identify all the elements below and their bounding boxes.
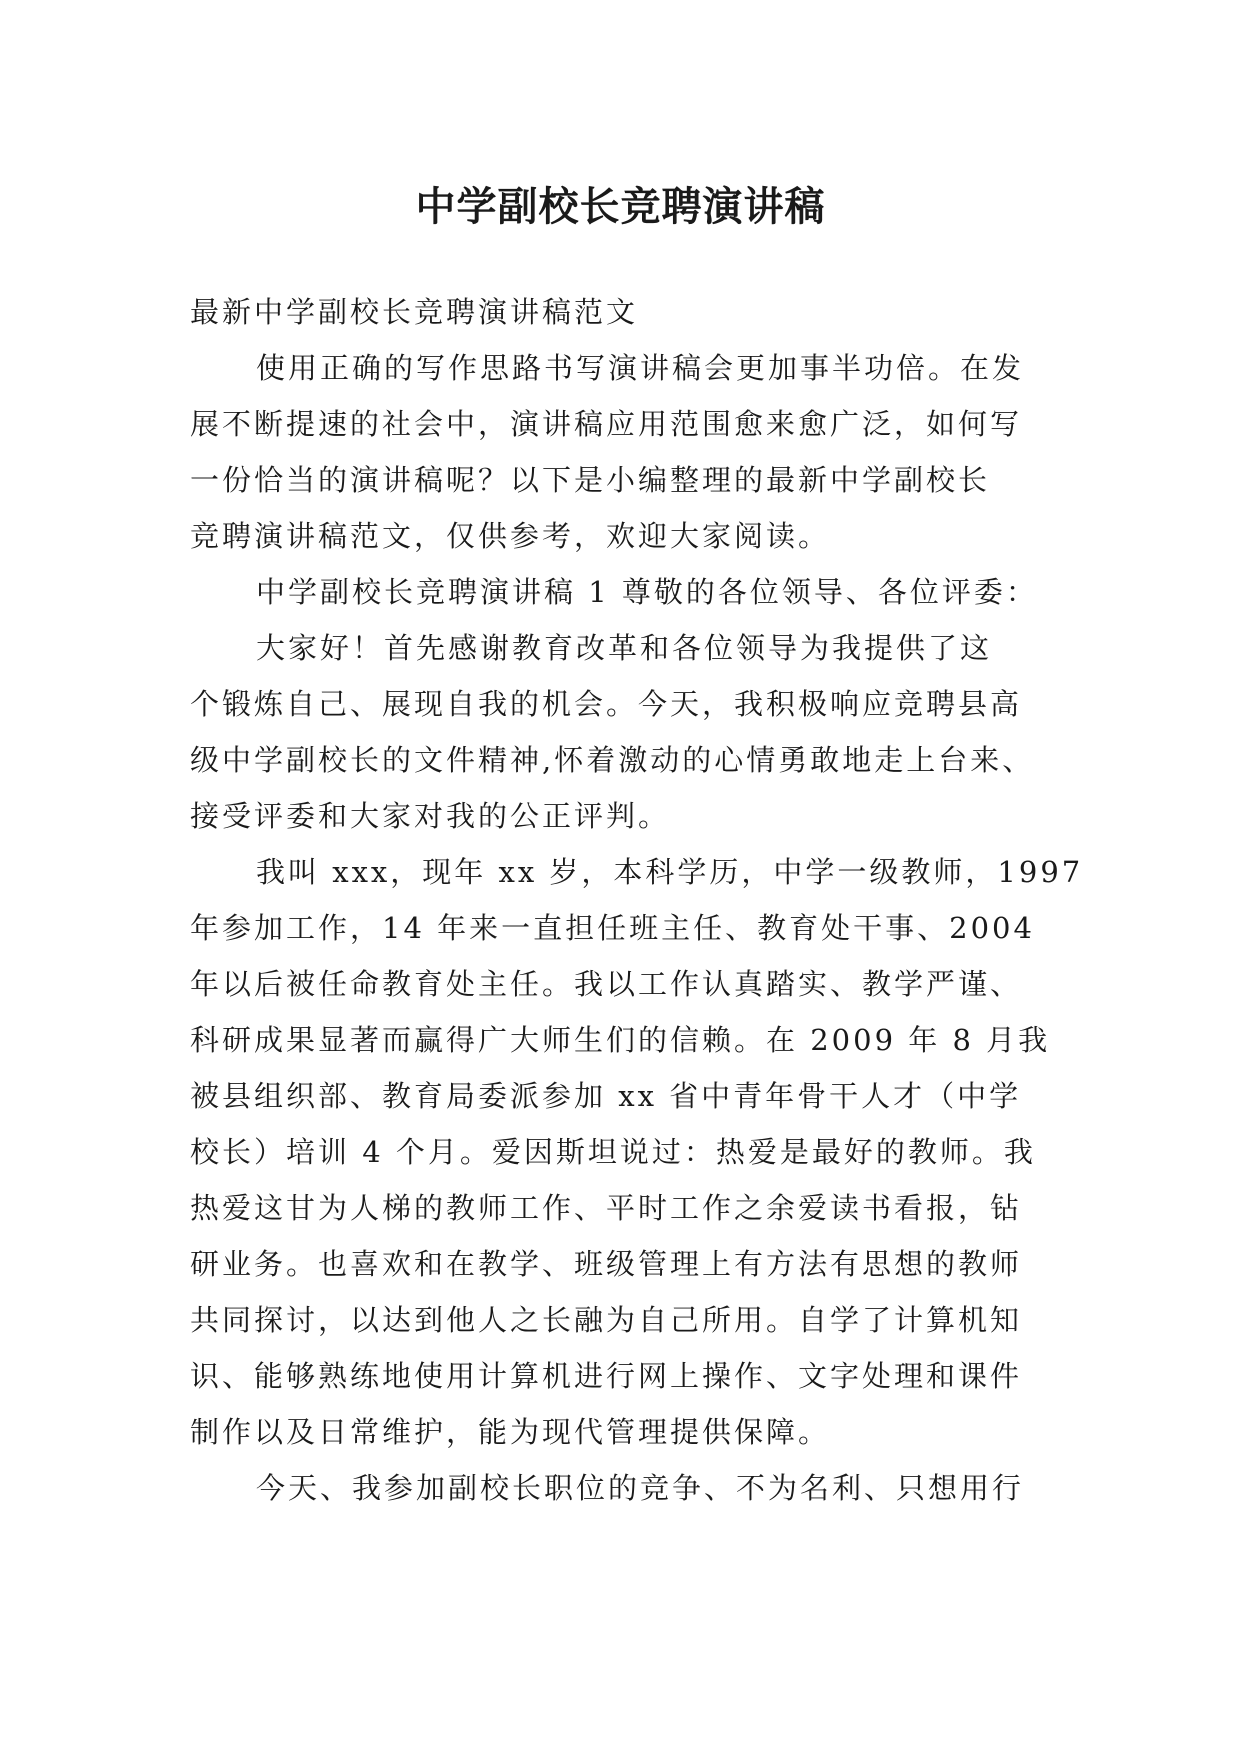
text-line: 年参加工作，14 年来一直担任班主任、教育处干事、2004: [190, 911, 1035, 945]
text-line: 识、能够熟练地使用计算机进行网上操作、文字处理和课件: [190, 1359, 1023, 1393]
text-line: 一份恰当的演讲稿呢？以下是小编整理的最新中学副校长: [190, 463, 991, 497]
text-line: 热爱这甘为人梯的教师工作、平时工作之余爱读书看报，钻: [190, 1191, 1023, 1225]
paragraph-self-intro: [190, 844, 1084, 1460]
paragraph-intro: [190, 340, 1050, 564]
text-line: 研业务。也喜欢和在教学、班级管理上有方法有思想的教师: [190, 1247, 1023, 1281]
paragraph-closing: [190, 1460, 1050, 1516]
text-line: 大家好！首先感谢教育改革和各位领导为我提供了这: [256, 631, 993, 665]
document-title: 中学副校长竞聘演讲稿: [415, 182, 826, 230]
text-line: 展不断提速的社会中，演讲稿应用范围愈来愈广泛，如何写: [190, 407, 1023, 441]
document-subtitle: 最新中学副校长竞聘演讲稿范文: [190, 295, 639, 329]
text-line: 接受评委和大家对我的公正评判。: [190, 799, 671, 833]
text-line: 校长）培训 4 个月。爱因斯坦说过：热爱是最好的教师。我: [190, 1135, 1036, 1169]
text-line: 级中学副校长的文件精神,怀着激动的心情勇敢地走上台来、: [190, 743, 1035, 777]
text-line: 制作以及日常维护，能为现代管理提供保障。: [190, 1415, 831, 1449]
text-line: 中学副校长竞聘演讲稿 1 尊敬的各位领导、各位评委：: [256, 575, 1038, 609]
text-line: 科研成果显著而赢得广大师生们的信赖。在 2009 年 8 月我: [190, 1023, 1051, 1057]
document-body: [190, 284, 1084, 1516]
paragraph-heading: [190, 564, 1050, 620]
text-line: 竞聘演讲稿范文，仅供参考，欢迎大家阅读。: [190, 519, 831, 553]
text-line: 使用正确的写作思路书写演讲稿会更加事半功倍。在发: [256, 351, 1025, 385]
paragraph-greeting: [190, 620, 1050, 844]
text-line: 共同探讨，以达到他人之长融为自己所用。自学了计算机知: [190, 1303, 1023, 1337]
text-line: 被县组织部、教育局委派参加 xx 省中青年骨干人才（中学: [190, 1079, 1022, 1113]
text-line: 年以后被任命教育处主任。我以工作认真踏实、教学严谨、: [190, 967, 1023, 1001]
text-line: 个锻炼自己、展现自我的机会。今天，我积极响应竞聘县高: [190, 687, 1023, 721]
text-line: 今天、我参加副校长职位的竞争、不为名利、只想用行: [256, 1471, 1025, 1505]
text-line: 我叫 xxx，现年 xx 岁，本科学历，中学一级教师，1997: [256, 855, 1084, 889]
